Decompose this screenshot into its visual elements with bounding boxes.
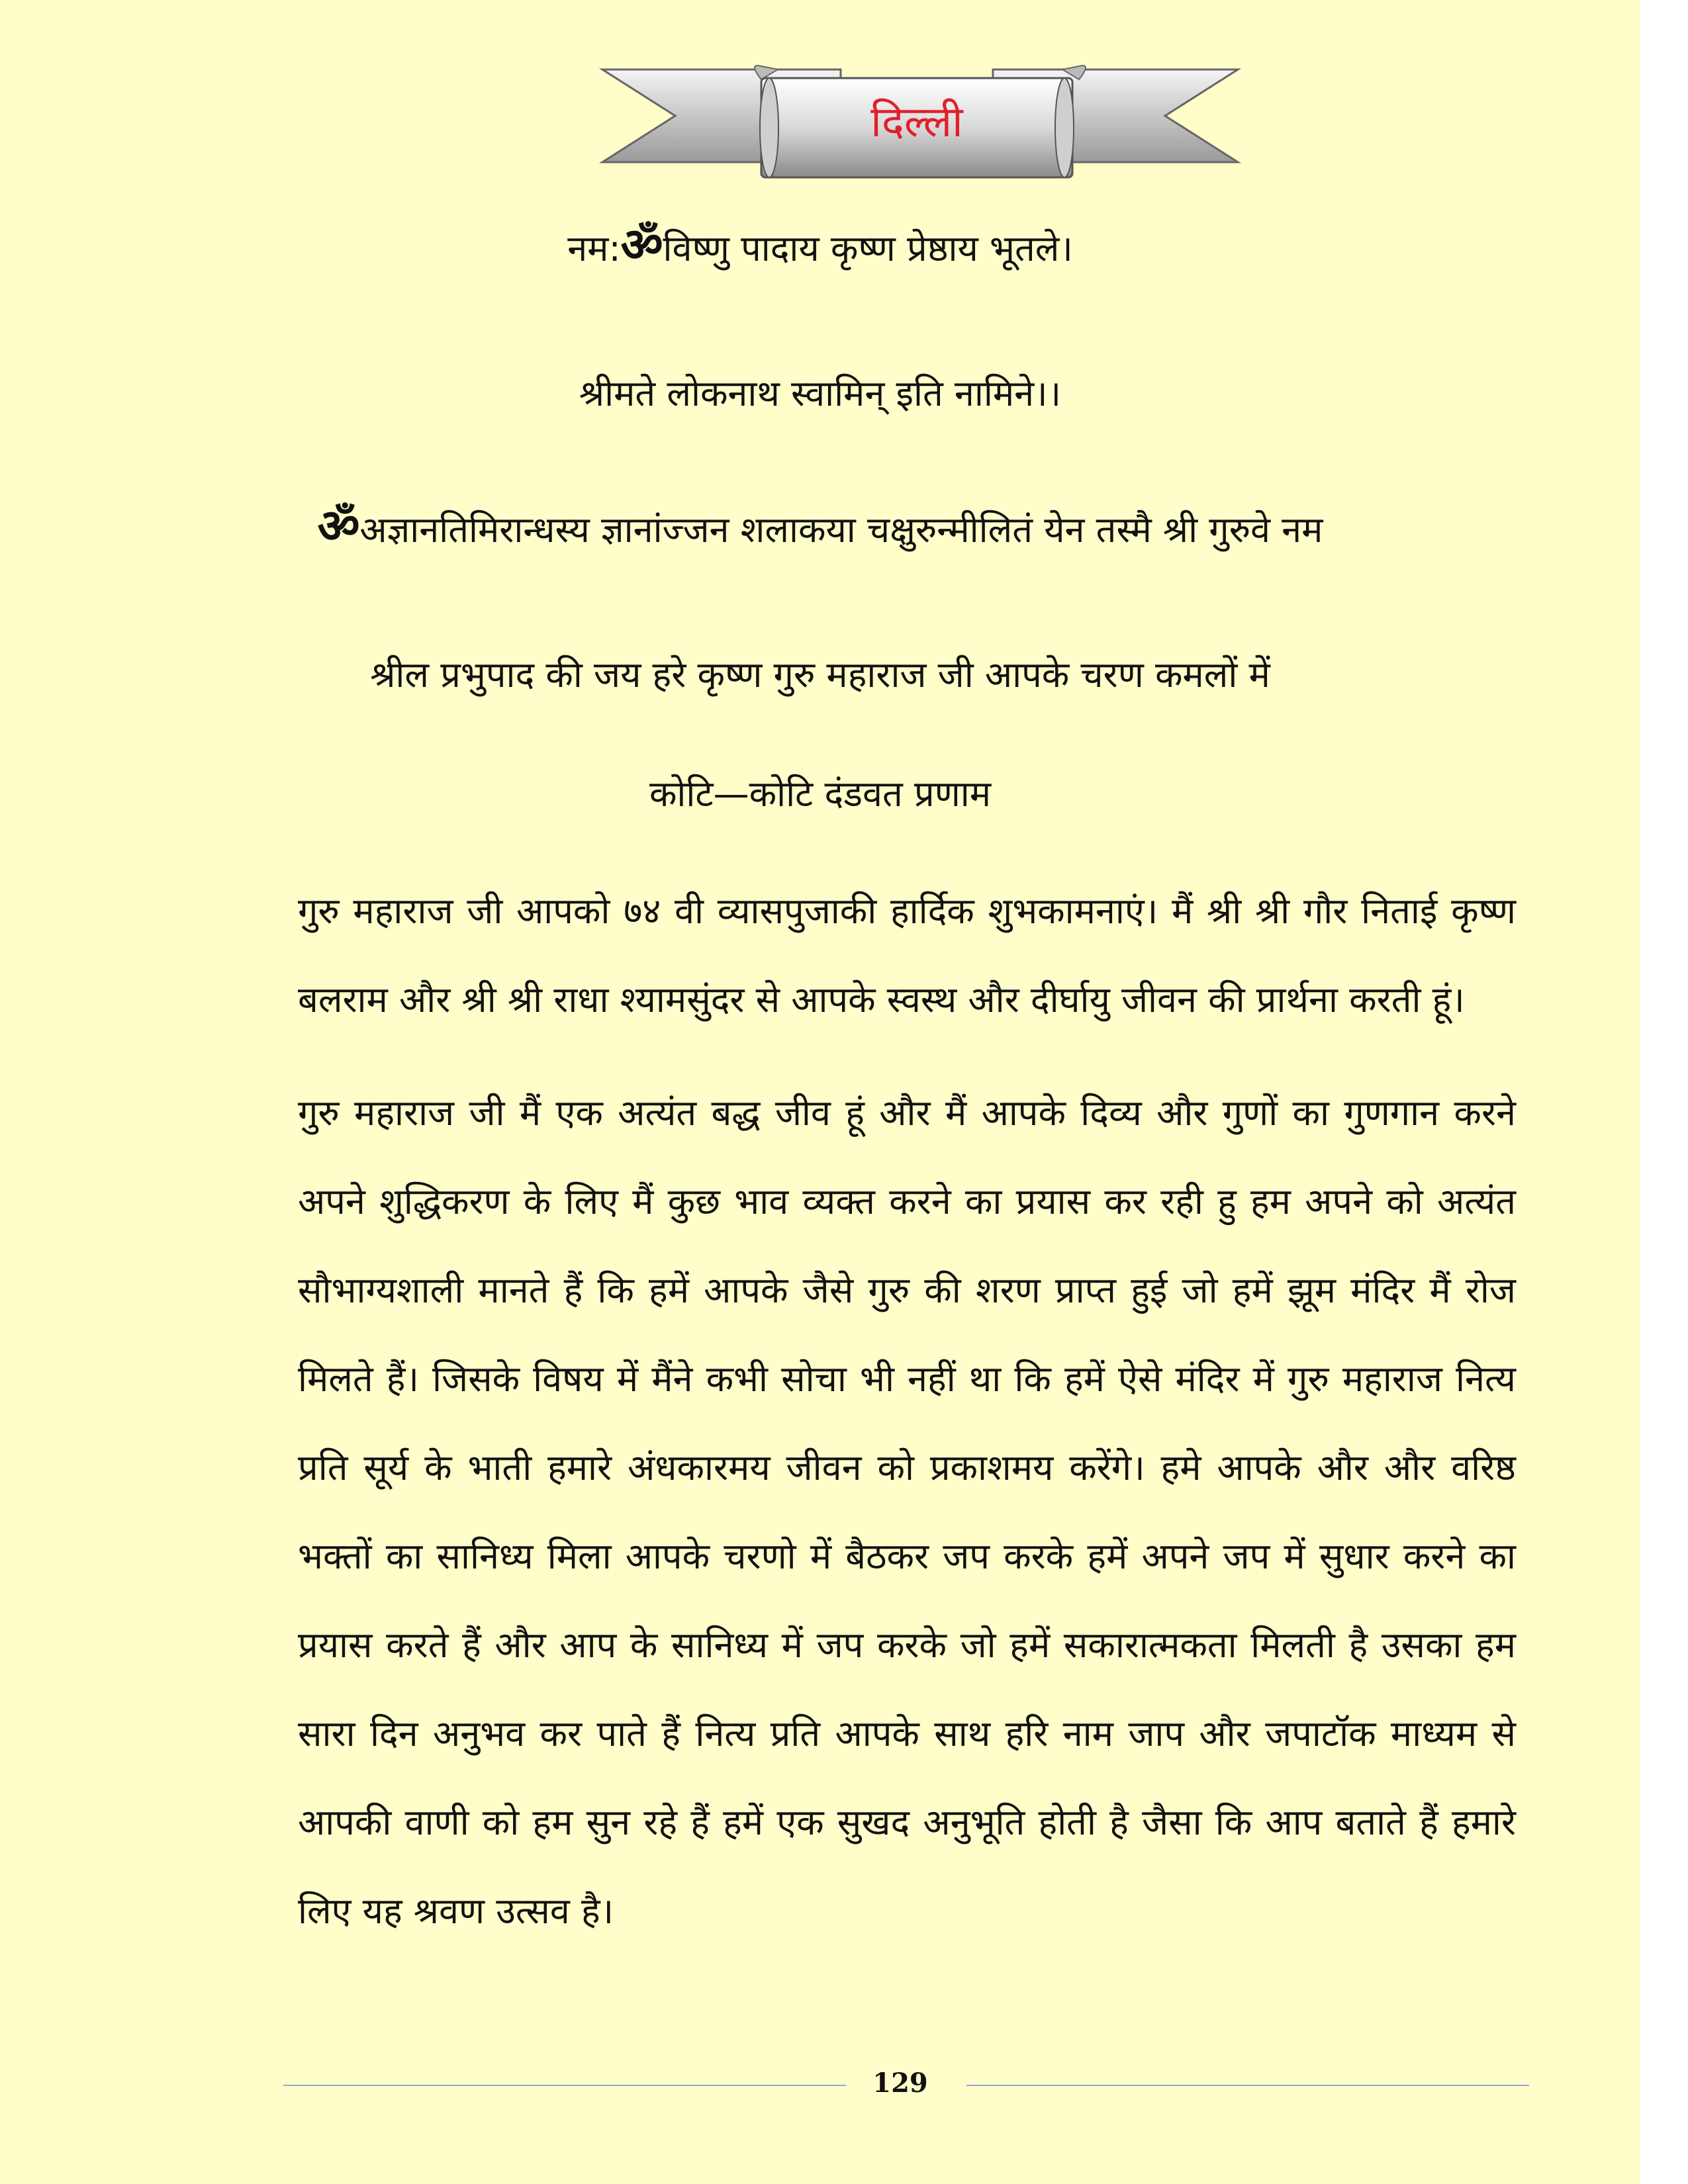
- body-paragraph-2: गुरु महाराज जी मैं एक अत्यंत बद्ध जीव हूं और मैं आपके दिव्य और गुणों का गुणगान करने अपने शुद्धिकरण के लिए मैं कुछ भाव व्यक्त करने का प्रयास कर रही हु हम अपने को अत्यंत सौभाग्यशाली मानते हैं कि हमें आपके जैसे गुरु की शरण प्राप्त हुई जो हमें झूम मंदिर मैं रोज मिलते हैं। जिसके विषय में मैंने कभी सोचा भी नहीं था कि हमें ऐसे मंदिर में गुरु महाराज नित्य प्रति सूर्य के भाती हमारे अंधकारमय जीवन को प्रकाशमय करेंगे। हमे आपके और और वरिष्ठ भक्तों का सानिध्य मिला आपके चरणो में बैठकर जप करके हमें अपने जप में सुधार करने का प्रयास करते हैं और आप के सानिध्य में जप करके जो हमें सकारात्मकता मिलती है उसका हम सारा दिन अनुभव कर पाते हैं नित्य प्रति आपके साथ हरि नाम जाप और जपाटॉक माध्यम से आपकी वाणी को हम सुन रहे हैं हमें एक सुखद अनुभूति होती है जैसा कि आप बताते हैं हमारे लिए यह श्रवण उत्सव है।: [298, 1092, 1516, 1932]
- verse-line-3: [0, 500, 1640, 557]
- om-symbol: ॐ: [620, 218, 663, 272]
- body-paragraph-1: गुरु महाराज जी आपको ७४ वी व्यासपुजाकी हार्दिक शुभकामनाएं। मैं श्री श्री गौर निताई कृष्ण बलराम और श्री श्री राधा श्यामसुंदर से आपके स्वस्थ और दीर्घायु जीवन की प्रार्थना करती हूं।: [298, 890, 1516, 1021]
- footer-rule-left: [283, 2085, 846, 2086]
- page-number: 129: [872, 2068, 928, 2099]
- om-symbol: ॐ: [317, 499, 360, 553]
- verse-line-3-text: अज्ञानतिमिरान्धस्य ज्ञानांज्जन शलाकया चक्षुरुन्मीलितं येन तस्मै श्री गुरुवे नम: [359, 509, 1323, 551]
- verse-line-1: [0, 218, 1640, 275]
- verse-prefix: नम:: [567, 228, 621, 269]
- verse-line-2: श्रीमते लोकनाथ स्वामिन् इति नामिने।।: [579, 373, 1062, 414]
- footer-rule-right: [966, 2085, 1529, 2086]
- verse-line-5: कोटि—कोटि दंडवत प्रणाम: [649, 773, 992, 815]
- banner-title: दिल्ली: [870, 98, 963, 147]
- verse-line-4: श्रील प्रभुपाद की जय हरे कृष्ण गुरु महाराज जी आपके चरण कमलों में: [370, 654, 1270, 696]
- verse-line-1-text: विष्णु पादाय कृष्ण प्रेष्ठाय भूतले।: [663, 228, 1073, 269]
